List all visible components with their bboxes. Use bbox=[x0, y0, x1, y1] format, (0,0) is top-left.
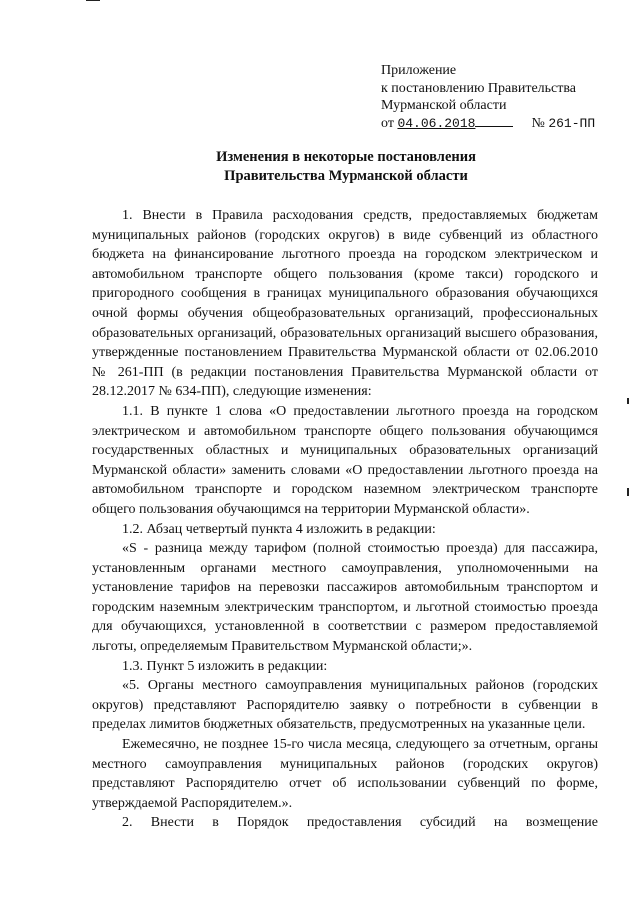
annex-number-prefix: № bbox=[531, 115, 545, 131]
annex-line-2: к постановлению Правительства bbox=[381, 80, 577, 96]
paragraph-quote-5: «5. Органы местного самоуправления муниципальных районов (городских округов) представляют Распорядителю заявку о потребности в субвенции в пределах лимитов бюджетных обязательств, предусмотренных на указанные цели. bbox=[92, 678, 598, 733]
annex-number: 261-ПП bbox=[548, 115, 596, 131]
scan-mark-top bbox=[86, 0, 100, 1]
paragraph-1-2: 1.2. Абзац четвертый пункта 4 изложить в редакции: bbox=[122, 521, 436, 537]
paragraph-1-1: 1.1. В пункте 1 слова «О предоставлении льготного проезда на городском электрическом и автомобильном транспорте общего пользования обучающимся государственных областных и муниципальных образовательных организаций Мурманской области» заменить словами «О предоставлении льготного проезда на автомобильном транспорте и городском наземном электрическом транспорте общего пользования обучающимся на территории Мурманской области». bbox=[92, 403, 598, 517]
document-title bbox=[96, 148, 596, 186]
annex-date-line bbox=[381, 115, 595, 133]
document-title-line-1: Изменения в некоторые постановления bbox=[216, 149, 476, 165]
paragraph-1-3: 1.3. Пункт 5 изложить в редакции: bbox=[122, 658, 328, 674]
annex-date-underline bbox=[475, 126, 513, 127]
annex-date: 04.06.2018 bbox=[397, 115, 476, 131]
annex-line-1: Приложение bbox=[381, 63, 457, 78]
document-title-line-2: Правительства Мурманской области bbox=[224, 168, 468, 184]
annex-line-3: Мурманской области bbox=[381, 98, 507, 113]
paragraph-2: 2. Внести в Порядок предоставления субсидий на возмещение bbox=[122, 815, 598, 831]
paragraph-1: 1. Внести в Правила расходования средств, предоставляемых бюджетам муниципальных районов (городских округов) в виде субвенций из областного бюджета на финансирование льготного проезда на городском электрическом и автомобильном транспорте общего пользования (кроме такси) городского и пригородного сообщения в границах муниципального образования обучающихся очной формы обучения общеобразовательных организаций, профессиональных образовательных организаций, образовательных организаций высшего образования, утвержденные постановлением Правительства Мурманской области от 02.06.2010 № 261-ПП (в редакции постановления Правительства Мурманской области от 28.12.2017 № 634-ПП), следующие изменения: bbox=[92, 208, 598, 400]
paragraph-quote-s: «S - разница между тарифом (полной стоимостью проезда) для пассажира, установленным органами местного самоуправления, уполномоченными на установление тарифов на перевозки пассажиров автомобильным транспортом и городским наземным электрическим транспортом, и льготной стоимостью проезда для обучающихся, установленной в соответствии с размером предоставляемой льготы, определяемым Правительством Мурманской области;». bbox=[92, 541, 598, 655]
paragraph-monthly: Ежемесячно, не позднее 15-го числа месяца, следующего за отчетным, органы местного самоуправления муниципальных районов (городских округов) представляют Распорядителю отчет об использовании субвенций по форме, утверждаемой Распорядителем.». bbox=[92, 737, 598, 811]
annex-date-prefix: от bbox=[381, 115, 394, 131]
annex-block bbox=[381, 62, 595, 132]
document-body bbox=[92, 206, 598, 833]
scan-mark-right-2 bbox=[627, 488, 629, 496]
scan-mark-right-1 bbox=[627, 398, 629, 404]
